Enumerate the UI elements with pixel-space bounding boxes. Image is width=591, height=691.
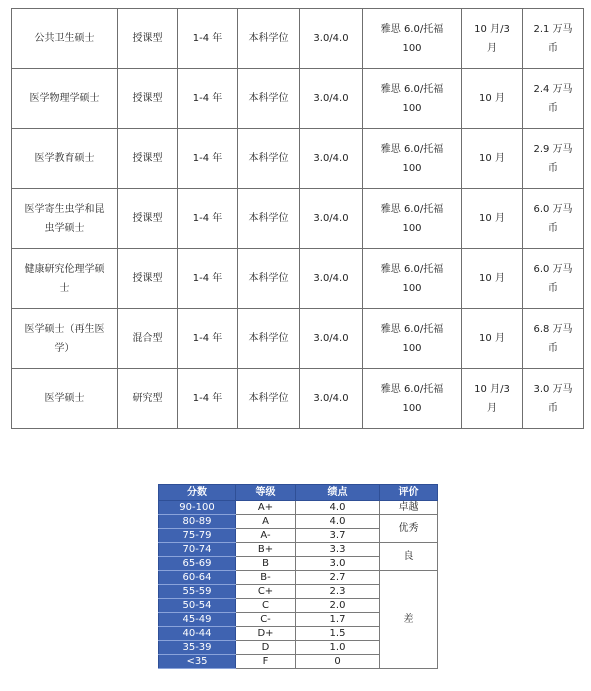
grade-scale-table: [158, 484, 438, 669]
program-duration: 1-4 年: [178, 129, 238, 189]
grade-gpa: 1.5: [296, 627, 380, 641]
program-intake-line: 10 月: [479, 93, 505, 104]
program-duration: 1-4 年: [178, 369, 238, 429]
program-fee: [523, 249, 584, 309]
grade-header-row: [159, 485, 438, 501]
program-fee-line: 币: [548, 102, 558, 114]
program-intake: [462, 249, 523, 309]
grade-score: 60-64: [159, 571, 236, 585]
grade-evaluation: 优秀: [380, 515, 438, 543]
program-name: 医学寄生虫学和昆虫学硕士: [12, 189, 118, 249]
program-gpa: 3.0/4.0: [300, 309, 363, 369]
program-language: [363, 9, 462, 69]
program-fee-line: 2.4 万马: [533, 83, 573, 95]
grade-letter: A+: [236, 501, 296, 515]
program-language: [363, 369, 462, 429]
grade-letter: A: [236, 515, 296, 529]
program-fee: [523, 69, 584, 129]
program-intake-line: 月: [487, 402, 497, 414]
program-fee-line: 币: [548, 342, 558, 354]
program-fee-line: 币: [548, 282, 558, 294]
program-language-line: 雅思 6.0/托福: [380, 23, 444, 35]
program-language: [363, 249, 462, 309]
grade-gpa: 3.7: [296, 529, 380, 543]
program-row: [12, 69, 584, 129]
grade-letter: D+: [236, 627, 296, 641]
grade-gpa: 1.7: [296, 613, 380, 627]
programs-table-body: [12, 9, 584, 429]
program-fee-line: 2.1 万马: [533, 23, 573, 35]
grade-score: 40-44: [159, 627, 236, 641]
grade-row: [159, 515, 438, 529]
grade-evaluation: 差: [380, 571, 438, 669]
program-fee-line: 3.0 万马: [533, 383, 573, 395]
program-language-line: 100: [402, 402, 422, 414]
program-language-line: 100: [402, 162, 422, 174]
grade-score: 55-59: [159, 585, 236, 599]
program-type: 授课型: [118, 129, 178, 189]
grade-gpa: 0: [296, 655, 380, 669]
program-language-line: 雅思 6.0/托福: [380, 203, 444, 215]
program-degree: 本科学位: [238, 129, 300, 189]
grade-score: 80-89: [159, 515, 236, 529]
header-grade: 等级: [236, 485, 296, 501]
grade-gpa: 2.0: [296, 599, 380, 613]
program-fee-line: 币: [548, 222, 558, 234]
program-fee-line: 币: [548, 42, 558, 54]
header-evaluation: 评价: [380, 485, 438, 501]
grade-score: 90-100: [159, 501, 236, 515]
grade-gpa: 4.0: [296, 515, 380, 529]
program-fee-line: 6.0 万马: [533, 203, 573, 215]
grade-evaluation: 良: [380, 543, 438, 571]
program-type: 混合型: [118, 309, 178, 369]
grade-score: 65-69: [159, 557, 236, 571]
grade-gpa: 2.7: [296, 571, 380, 585]
program-language-line: 100: [402, 342, 422, 354]
grade-gpa: 2.3: [296, 585, 380, 599]
program-type: 授课型: [118, 9, 178, 69]
program-duration: 1-4 年: [178, 249, 238, 309]
grade-score: 70-74: [159, 543, 236, 557]
program-name: 医学物理学硕士: [12, 69, 118, 129]
program-name: 公共卫生硕士: [12, 9, 118, 69]
program-degree: 本科学位: [238, 249, 300, 309]
program-row: [12, 369, 584, 429]
program-gpa: 3.0/4.0: [300, 369, 363, 429]
program-intake-line: 10 月: [479, 153, 505, 164]
grade-score: 50-54: [159, 599, 236, 613]
header-score: 分数: [159, 485, 236, 501]
program-degree: 本科学位: [238, 9, 300, 69]
grade-gpa: 3.0: [296, 557, 380, 571]
program-intake: [462, 309, 523, 369]
grade-letter: C: [236, 599, 296, 613]
program-name: 医学教育硕士: [12, 129, 118, 189]
program-gpa: 3.0/4.0: [300, 129, 363, 189]
program-degree: 本科学位: [238, 369, 300, 429]
header-gpa: 绩点: [296, 485, 380, 501]
grade-letter: F: [236, 655, 296, 669]
program-intake-line: 10 月: [479, 273, 505, 284]
program-language-line: 雅思 6.0/托福: [380, 323, 444, 335]
program-intake: [462, 189, 523, 249]
grade-evaluation: 卓越: [380, 501, 438, 515]
program-intake-line: 10 月: [479, 333, 505, 344]
program-row: [12, 129, 584, 189]
program-name: 医学硕士（再生医学）: [12, 309, 118, 369]
program-duration: 1-4 年: [178, 69, 238, 129]
program-fee-line: 2.9 万马: [533, 143, 573, 155]
program-type: 授课型: [118, 249, 178, 309]
program-fee-line: 币: [548, 162, 558, 174]
program-name: 医学硕士: [12, 369, 118, 429]
grade-row: [159, 571, 438, 585]
program-language-line: 100: [402, 42, 422, 54]
program-intake: [462, 129, 523, 189]
grade-score: 45-49: [159, 613, 236, 627]
program-intake-line: 10 月/3: [474, 383, 510, 395]
program-intake: [462, 9, 523, 69]
grade-letter: B+: [236, 543, 296, 557]
program-intake: [462, 69, 523, 129]
grade-letter: C-: [236, 613, 296, 627]
program-type: 授课型: [118, 69, 178, 129]
program-duration: 1-4 年: [178, 309, 238, 369]
program-language-line: 100: [402, 282, 422, 294]
program-degree: 本科学位: [238, 189, 300, 249]
program-degree: 本科学位: [238, 309, 300, 369]
program-duration: 1-4 年: [178, 189, 238, 249]
program-type: 研究型: [118, 369, 178, 429]
program-language-line: 100: [402, 222, 422, 234]
program-language-line: 雅思 6.0/托福: [380, 83, 444, 95]
program-row: [12, 9, 584, 69]
programs-table: [11, 8, 584, 429]
program-fee-line: 6.0 万马: [533, 263, 573, 275]
program-language: [363, 129, 462, 189]
program-gpa: 3.0/4.0: [300, 9, 363, 69]
program-language: [363, 309, 462, 369]
program-fee: [523, 129, 584, 189]
grade-row: [159, 543, 438, 557]
program-intake: [462, 369, 523, 429]
program-language-line: 雅思 6.0/托福: [380, 263, 444, 275]
grade-gpa: 4.0: [296, 501, 380, 515]
grade-score: <35: [159, 655, 236, 669]
program-row: [12, 249, 584, 309]
program-fee: [523, 189, 584, 249]
grade-letter: A-: [236, 529, 296, 543]
program-gpa: 3.0/4.0: [300, 69, 363, 129]
program-name: 健康研究伦理学硕士: [12, 249, 118, 309]
program-intake-line: 月: [487, 42, 497, 54]
program-type: 授课型: [118, 189, 178, 249]
grade-row: [159, 501, 438, 515]
program-language: [363, 189, 462, 249]
program-language-line: 雅思 6.0/托福: [380, 383, 444, 395]
program-fee-line: 6.8 万马: [533, 323, 573, 335]
grade-scale-header: [159, 485, 438, 501]
program-fee: [523, 309, 584, 369]
program-row: [12, 189, 584, 249]
grade-letter: B-: [236, 571, 296, 585]
program-gpa: 3.0/4.0: [300, 189, 363, 249]
program-intake-line: 10 月: [479, 213, 505, 224]
program-fee: [523, 9, 584, 69]
program-intake-line: 10 月/3: [474, 23, 510, 35]
program-row: [12, 309, 584, 369]
grade-letter: B: [236, 557, 296, 571]
grade-score: 75-79: [159, 529, 236, 543]
program-gpa: 3.0/4.0: [300, 249, 363, 309]
program-language: [363, 69, 462, 129]
grade-letter: D: [236, 641, 296, 655]
program-language-line: 雅思 6.0/托福: [380, 143, 444, 155]
program-degree: 本科学位: [238, 69, 300, 129]
program-duration: 1-4 年: [178, 9, 238, 69]
program-fee-line: 币: [548, 402, 558, 414]
grade-letter: C+: [236, 585, 296, 599]
grade-score: 35-39: [159, 641, 236, 655]
grade-gpa: 1.0: [296, 641, 380, 655]
program-language-line: 100: [402, 102, 422, 114]
program-fee: [523, 369, 584, 429]
grade-scale-body: [159, 501, 438, 669]
grade-gpa: 3.3: [296, 543, 380, 557]
